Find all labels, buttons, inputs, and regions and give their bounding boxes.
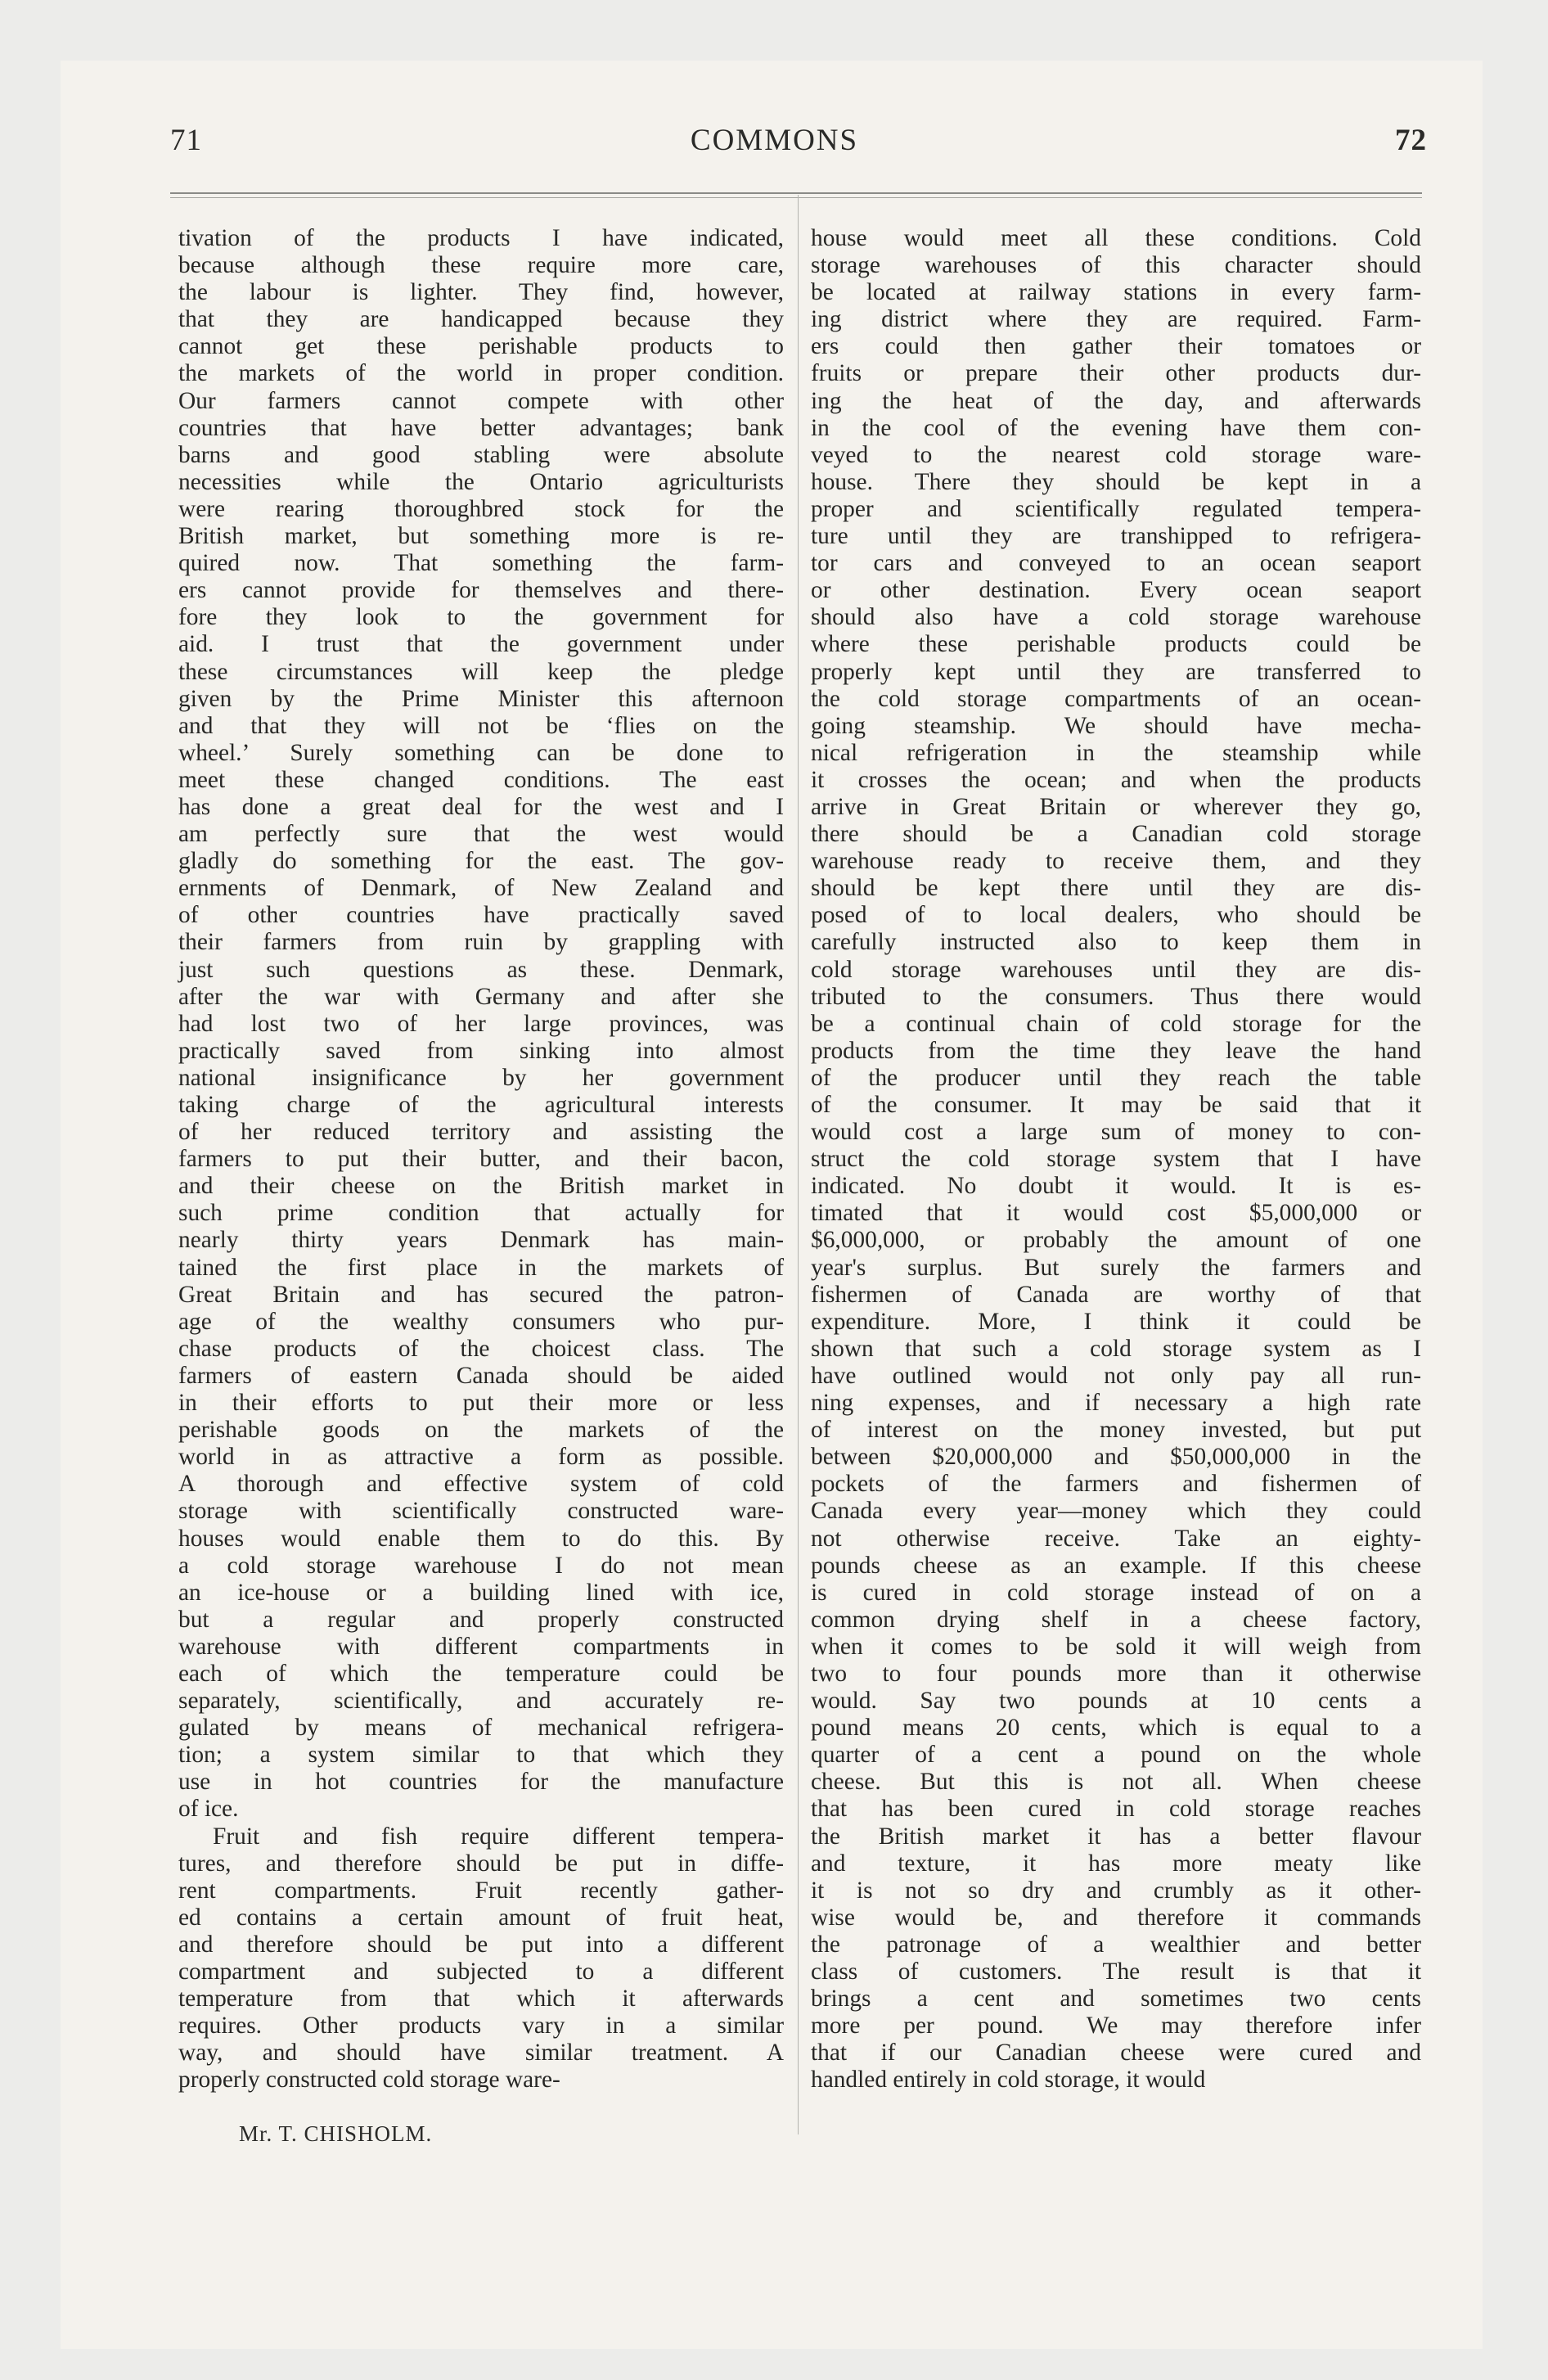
text-line: would. Say two pounds at 10 cents a [811,1688,1421,1715]
text-line: cheese. But this is not all. When cheese [811,1769,1421,1796]
text-line: arrive in Great Britain or wherever they go, [811,793,1421,820]
text-line: age of the wealthy consumers who pur- [178,1308,784,1335]
text-line: ers cannot provide for themselves and there- [178,577,784,604]
text-line: taking charge of the agricultural interests [178,1092,784,1118]
text-line: that has been cured in cold storage reaches [811,1796,1421,1823]
text-line: and texture, it has more meaty like [811,1850,1421,1877]
header-rule-thin [170,197,1422,198]
text-line: barns and good stabling were absolute [178,441,784,468]
text-line: warehouse with different compartments in [178,1633,784,1660]
text-line: an ice-house or a building lined with ice, [178,1579,784,1606]
text-line: farmers to put their butter, and their bacon, [178,1146,784,1173]
text-line: the markets of the world in proper condition. [178,360,784,387]
text-line: be a continual chain of cold storage for the [811,1010,1421,1037]
text-line: cannot get these perishable products to [178,333,784,360]
text-line: $6,000,000, or probably the amount of one [811,1227,1421,1254]
text-line: were rearing thoroughbred stock for the [178,495,784,522]
text-line: expenditure. More, I think it could be [811,1308,1421,1335]
text-line: gulated by means of mechanical refrigera- [178,1715,784,1742]
text-line: it crosses the ocean; and when the products [811,766,1421,793]
text-line: quired now. That something the farm- [178,550,784,577]
text-line: posed of to local dealers, who should be [811,902,1421,929]
text-line: house. There they should be kept in a [811,468,1421,495]
text-line: Our farmers cannot compete with other [178,387,784,414]
text-line: national insignificance by her government [178,1064,784,1091]
text-line: class of customers. The result is that it [811,1959,1421,1985]
text-line: such prime condition that actually for [178,1200,784,1227]
column-divider [798,195,799,2134]
text-line: tion; a system similar to that which they [178,1742,784,1769]
text-line: fishermen of Canada are worthy of that [811,1281,1421,1308]
text-line: two to four pounds more than it otherwise [811,1660,1421,1687]
text-line: tained the first place in the markets of [178,1254,784,1281]
text-line: products from the time they leave the hand [811,1037,1421,1064]
text-line: nical refrigeration in the steamship while [811,739,1421,766]
text-line: tributed to the consumers. Thus there would [811,983,1421,1010]
text-line: of other countries have practically saved [178,902,784,929]
text-line: in the cool of the evening have them con- [811,414,1421,441]
text-line: have outlined would not only pay all run- [811,1362,1421,1389]
text-line: common drying shelf in a cheese factory, [811,1606,1421,1633]
text-line: chase products of the choicest class. The [178,1335,784,1362]
text-line: carefully instructed also to keep them in [811,929,1421,956]
text-line: fruits or prepare their other products dur- [811,360,1421,387]
page-number-left: 71 [170,124,202,157]
text-line: and their cheese on the British market in [178,1173,784,1200]
text-line: Great Britain and has secured the patron- [178,1281,784,1308]
text-line: pockets of the farmers and fishermen of [811,1471,1421,1498]
text-line: properly kept until they are transferred to [811,658,1421,685]
text-line: it is not so dry and crumbly as it other- [811,1877,1421,1904]
text-line: struct the cold storage system that I have [811,1146,1421,1173]
text-line: where these perishable products could be [811,631,1421,658]
text-line: of interest on the money invested, but put [811,1417,1421,1444]
text-line: not otherwise receive. Take an eighty- [811,1525,1421,1552]
text-line: rent compartments. Fruit recently gather- [178,1877,784,1904]
text-line: the British market it has a better flavour [811,1823,1421,1850]
text-line: use in hot countries for the manufacture [178,1769,784,1796]
text-line: houses would enable them to do this. By [178,1525,784,1552]
page-header [61,123,1427,172]
text-line: more per pound. We may therefore infer [811,2013,1421,2040]
text-line: wheel.’ Surely something can be done to [178,739,784,766]
text-line: countries that have better advantages; bank [178,414,784,441]
text-line: warehouse ready to receive them, and they [811,848,1421,875]
text-line: be located at railway stations in every farm- [811,279,1421,306]
text-line: ture until they are transhipped to refrigera- [811,523,1421,550]
text-line: has done a great deal for the west and I [178,793,784,820]
text-line: house would meet all these conditions. Cold [811,225,1421,251]
text-line: would cost a large sum of money to con- [811,1119,1421,1146]
text-line: timated that it would cost $5,000,000 or [811,1200,1421,1227]
text-line: tivation of the products I have indicated, [178,225,784,251]
text-line: and that they will not be ‘flies on the [178,712,784,739]
text-line: meet these changed conditions. The east [178,766,784,793]
text-line: storage warehouses of this character should [811,252,1421,279]
text-line: cold storage warehouses until they are dis- [811,956,1421,983]
text-line: given by the Prime Minister this afternoon [178,685,784,712]
text-line: requires. Other products vary in a similar [178,2013,784,2040]
text-line: each of which the temperature could be [178,1660,784,1687]
text-line: of the producer until they reach the table [811,1064,1421,1091]
text-line: world in as attractive a form as possible. [178,1444,784,1471]
text-line: had lost two of her large provinces, was [178,1010,784,1037]
text-line: storage with scientifically constructed ware- [178,1498,784,1525]
text-line: British market, but something more is re- [178,523,784,550]
text-line: of ice. [178,1796,239,1823]
text-line: wise would be, and therefore it commands [811,1904,1421,1931]
text-line: there should be a Canadian cold storage [811,821,1421,848]
text-line: after the war with Germany and after she [178,983,784,1010]
text-line: farmers of eastern Canada should be aided [178,1362,784,1389]
text-line: practically saved from sinking into almost [178,1037,784,1064]
text-line: quarter of a cent a pound on the whole [811,1742,1421,1769]
text-line: perishable goods on the markets of the [178,1417,784,1444]
text-line: nearly thirty years Denmark has main- [178,1227,784,1254]
text-line: shown that such a cold storage system as I [811,1335,1421,1362]
text-line: a cold storage warehouse I do not mean [178,1552,784,1579]
text-line: Canada every year—money which they could [811,1498,1421,1525]
text-line: just such questions as these. Denmark, [178,956,784,983]
text-line: but a regular and properly constructed [178,1606,784,1633]
text-line: proper and scientifically regulated tempera- [811,495,1421,522]
text-line: the labour is lighter. They find, however, [178,279,784,306]
page-number-right: 72 [1395,124,1427,157]
text-line: ed contains a certain amount of fruit heat, [178,1904,784,1931]
text-line: gladly do something for the east. The gov- [178,848,784,875]
header-rule [170,192,1422,194]
text-line: because although these require more care, [178,252,784,279]
text-line: temperature from that which it afterwards [178,1986,784,2013]
text-line: the patronage of a wealthier and better [811,1931,1421,1958]
text-line: separately, scientifically, and accurately re- [178,1688,784,1715]
text-line: pounds cheese as an example. If this cheese [811,1552,1421,1579]
text-line: their farmers from ruin by grappling with [178,929,784,956]
text-line: going steamship. We should have mecha- [811,712,1421,739]
text-line: in their efforts to put their more or less [178,1390,784,1417]
text-line: that they are handicapped because they [178,306,784,333]
text-line: is cured in cold storage instead of on a [811,1579,1421,1606]
text-line: properly constructed cold storage ware- [178,2067,560,2094]
text-line: of the consumer. It may be said that it [811,1092,1421,1118]
text-line: ning expenses, and if necessary a high rate [811,1390,1421,1417]
text-line: year's surplus. But surely the farmers and [811,1254,1421,1281]
right-column [811,225,1421,2094]
text-line: am perfectly sure that the west would [178,821,784,848]
text-line: between $20,000,000 and $50,000,000 in the [811,1444,1421,1471]
speaker-signature: Mr. T. CHISHOLM. [239,2121,433,2146]
text-line: aid. I trust that the government under [178,631,784,658]
text-line: fore they look to the government for [178,604,784,631]
text-line: way, and should have similar treatment. A [178,2040,784,2067]
text-line: ernments of Denmark, of New Zealand and [178,875,784,902]
text-line: ers could then gather their tomatoes or [811,333,1421,360]
text-line: A thorough and effective system of cold [178,1471,784,1498]
text-line: and therefore should be put into a different [178,1931,784,1958]
text-line: ing district where they are required. Farm- [811,306,1421,333]
text-line: Fruit and fish require different tempera- [213,1823,784,1850]
text-line: veyed to the nearest cold storage ware- [811,441,1421,468]
text-line: brings a cent and sometimes two cents [811,1986,1421,2013]
text-line: the cold storage compartments of an ocean- [811,685,1421,712]
text-line: handled entirely in cold storage, it would [811,2067,1206,2094]
text-line: should also have a cold storage warehouse [811,604,1421,631]
left-column [178,225,784,2094]
text-line: that if our Canadian cheese were cured and [811,2040,1421,2067]
text-line: of her reduced territory and assisting the [178,1119,784,1146]
text-line: should be kept there until they are dis- [811,875,1421,902]
text-line: tures, and therefore should be put in diffe- [178,1850,784,1877]
text-line: tor cars and conveyed to an ocean seaport [811,550,1421,577]
text-line: pound means 20 cents, which is equal to a [811,1715,1421,1742]
text-line: indicated. No doubt it would. It is es- [811,1173,1421,1200]
text-line: compartment and subjected to a different [178,1959,784,1985]
text-line: ing the heat of the day, and afterwards [811,387,1421,414]
text-line: or other destination. Every ocean seaport [811,577,1421,604]
text-line: necessities while the Ontario agriculturists [178,468,784,495]
text-line: when it comes to be sold it will weigh from [811,1633,1421,1660]
text-line: these circumstances will keep the pledge [178,658,784,685]
running-title: COMMONS [690,124,859,157]
